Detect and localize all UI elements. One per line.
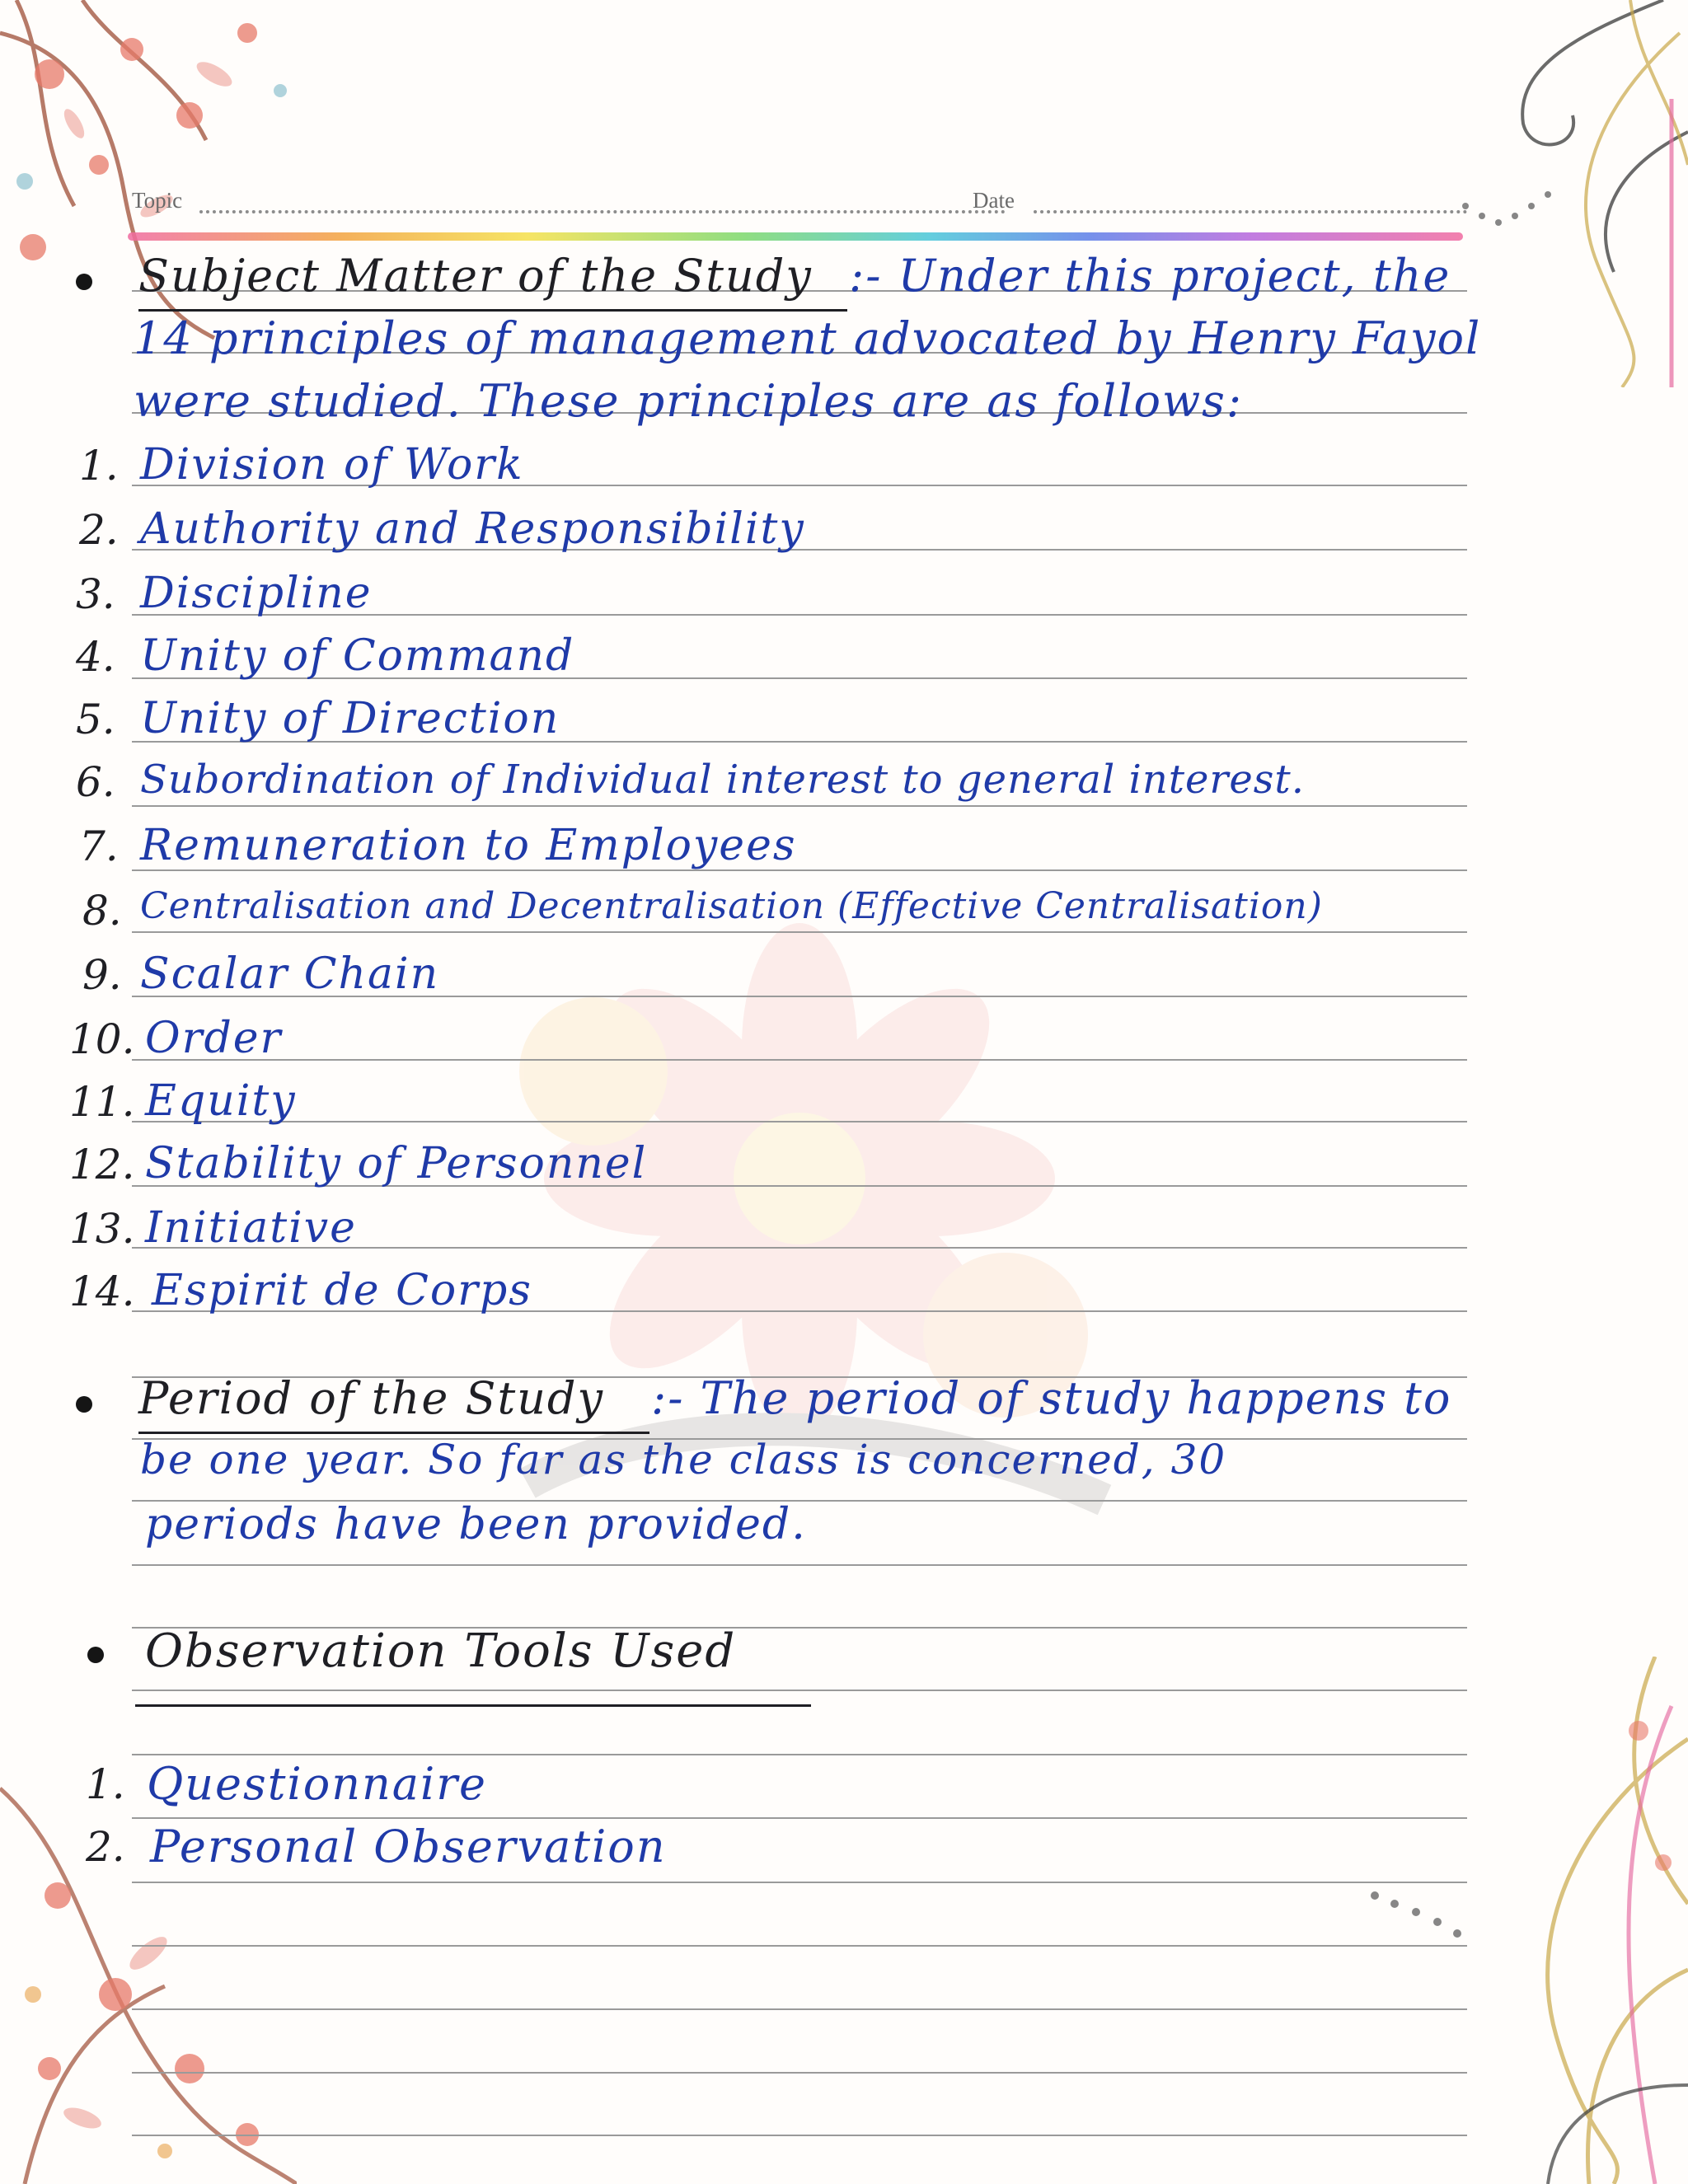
list-item-text: Espirit de Corps [152, 1266, 532, 1315]
list-item-number: 5. [76, 696, 115, 743]
list-item-number: 12. [69, 1141, 135, 1188]
list-item-number: 14. [69, 1268, 135, 1315]
list-item-text: Unity of Direction [140, 694, 560, 743]
subject-intro-line-1: :- Under this project, the [849, 250, 1451, 302]
list-item-text: Authority and Responsibility [140, 504, 805, 554]
list-item-text: Scalar Chain [140, 949, 440, 999]
list-item-text: Discipline [140, 569, 373, 618]
floral-decoration-bottom-right [1342, 1657, 1688, 2184]
list-item-text: Equity [145, 1076, 297, 1126]
list-item-number: 3. [76, 570, 115, 618]
bullet-tools [87, 1647, 104, 1663]
list-item-text: Centralisation and Decentralisation (Effective Centralisation) [140, 885, 1323, 927]
list-item-number: 7. [79, 823, 119, 870]
list-item-number: 2. [86, 1823, 125, 1871]
topic-dotted-line [199, 210, 1006, 213]
list-item-number: 11. [69, 1078, 135, 1126]
list-item-number: 10. [69, 1015, 135, 1063]
list-item-text: Stability of Personnel [145, 1139, 648, 1188]
period-heading: Period of the Study [138, 1372, 605, 1424]
date-label: Date [973, 188, 1015, 213]
header-rainbow-bar [128, 232, 1463, 241]
period-line-1: :- The period of study happens to [651, 1372, 1452, 1424]
tools-heading: Observation Tools Used [145, 1624, 737, 1678]
list-item-number: 6. [76, 758, 115, 806]
subject-heading: Subject Matter of the Study [138, 250, 813, 302]
list-item-number: 2. [79, 506, 119, 554]
tools-heading-underline [135, 1704, 811, 1707]
list-item-number: 1. [86, 1760, 125, 1808]
list-item-number: 8. [82, 887, 122, 935]
subject-intro-line-2: 14 principles of management advocated by Henry Fayol [134, 312, 1482, 364]
bullet-period [76, 1396, 92, 1413]
list-item-text: Questionnaire [147, 1758, 487, 1810]
bullet-subject [76, 274, 92, 290]
topic-label: Topic [132, 188, 183, 213]
list-item-text: Subordination of Individual interest to general interest. [140, 757, 1305, 803]
subject-heading-underline [138, 309, 847, 312]
date-dotted-line [1034, 210, 1467, 213]
list-item-text: Initiative [145, 1203, 357, 1253]
list-item-number: 4. [76, 633, 115, 681]
page-header [132, 188, 1467, 221]
period-heading-underline [138, 1432, 649, 1434]
subject-intro-line-3: were studied. These principles are as follows: [134, 375, 1244, 427]
period-line-3: periods have been provided. [145, 1500, 807, 1549]
list-item-text: Unity of Command [140, 631, 575, 681]
list-item-text: Remuneration to Employees [140, 821, 797, 870]
list-item-number: 1. [79, 442, 119, 490]
list-item-text: Personal Observation [150, 1821, 667, 1872]
period-line-2: be one year. So far as the class is concerned, 30 [140, 1436, 1227, 1483]
list-item-text: Division of Work [140, 440, 524, 490]
list-item-number: 13. [69, 1205, 135, 1253]
list-item-text: Order [145, 1014, 283, 1063]
list-item-number: 9. [82, 951, 122, 999]
